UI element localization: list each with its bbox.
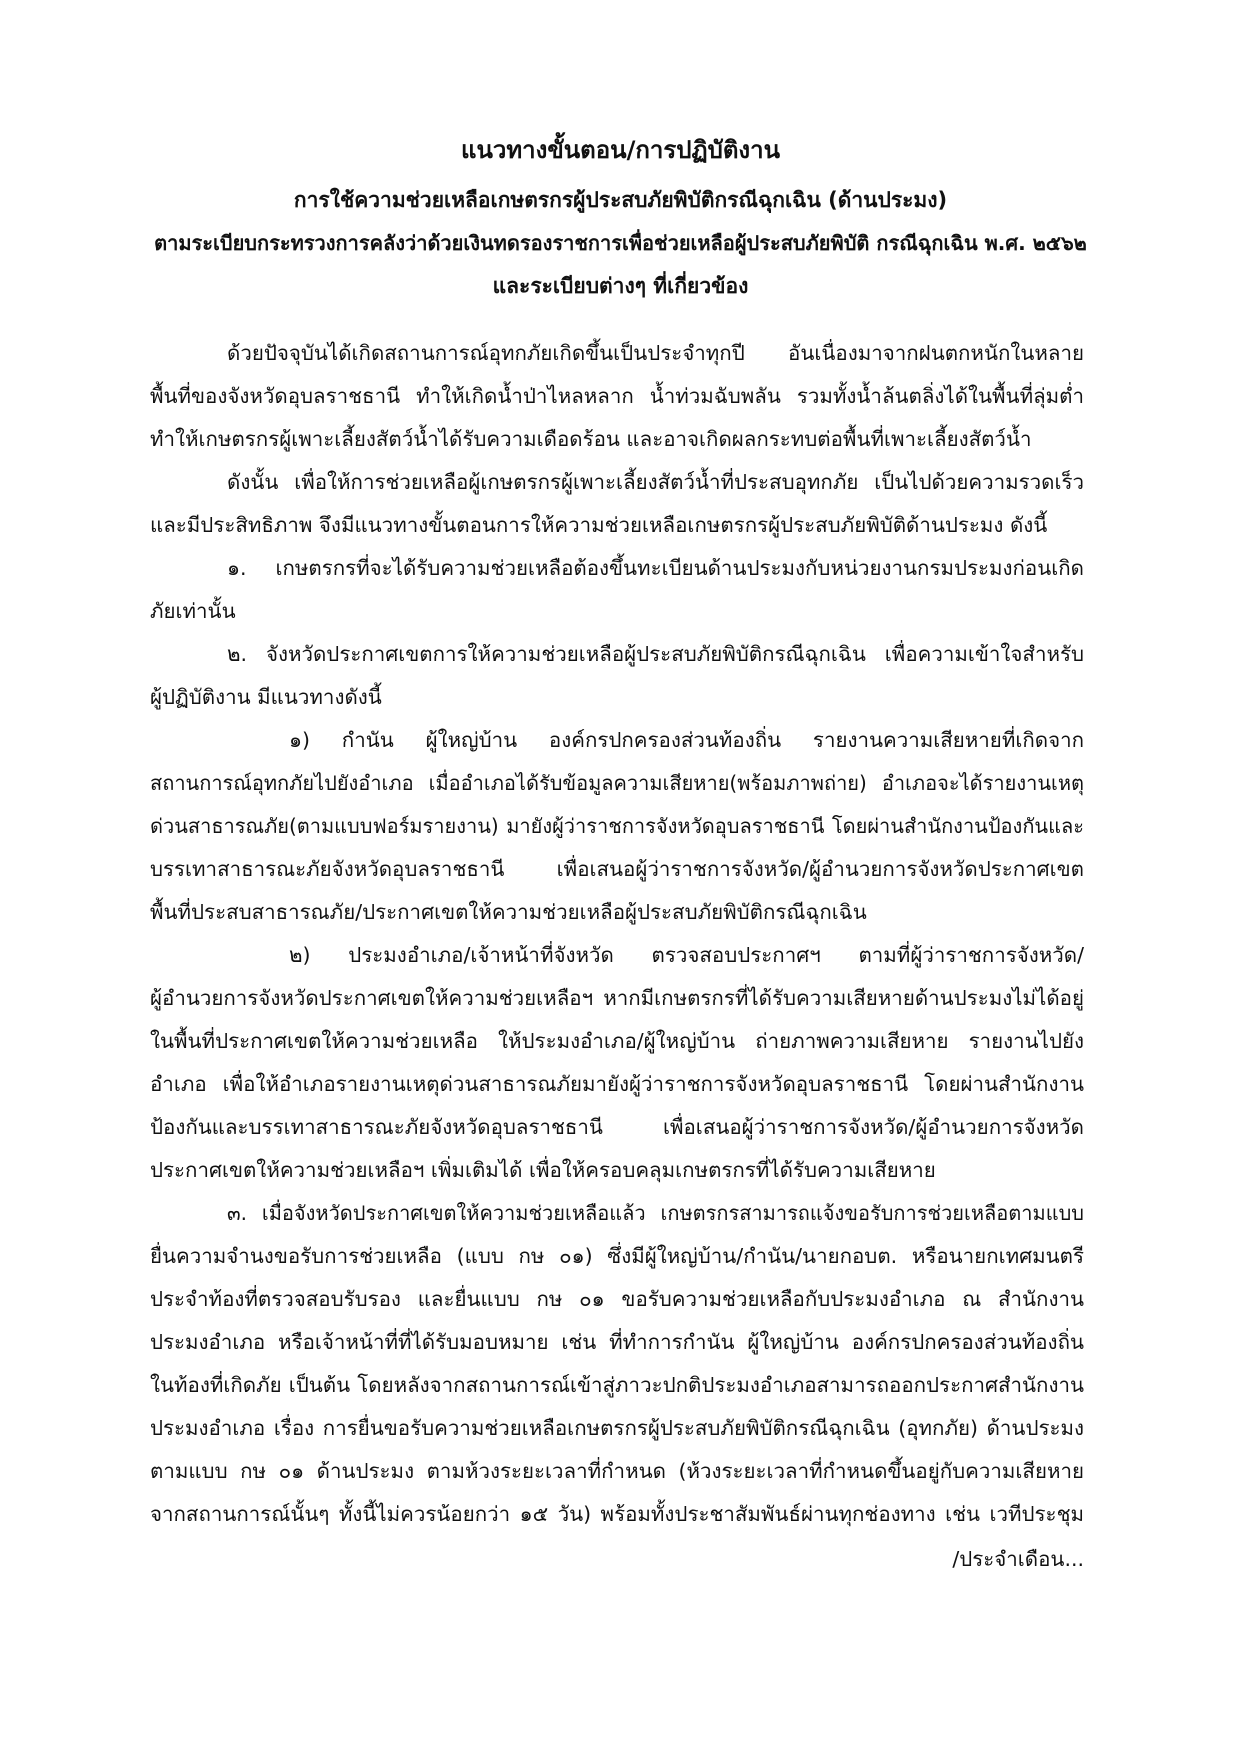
body-line: สถานการณ์อุทกภัยไปยังอำเภอ เมื่ออำเภอได้รับข้อมูลความเสียหาย(พร้อมภาพถ่าย) อำเภอจะได้รายงานเหตุ <box>150 771 1084 795</box>
body-line: ประจำท้องที่ตรวจสอบรับรอง และยื่นแบบ กษ ๐๑ ขอรับความช่วยเหลือกับประมงอำเภอ ณ สำนักงาน <box>150 1287 1084 1311</box>
body-line: ภัยเท่านั้น <box>150 599 236 623</box>
body-line: ด่วนสาธารณภัย(ตามแบบฟอร์มรายงาน) มายังผู้ว่าราชการจังหวัดอุบลราชธานี โดยผ่านสำนักงานป้องกันและ <box>150 814 1084 838</box>
body-line: พื้นที่ประสบสาธารณภัย/ประกาศเขตให้ความช่วยเหลือผู้ประสบภัยพิบัติกรณีฉุกเฉิน <box>150 900 867 924</box>
body-line: พื้นที่ของจังหวัดอุบลราชธานี ทำให้เกิดน้ำป่าไหลหลาก น้ำท่วมฉับพลัน รวมทั้งน้ำล้นตลิ่งได้ในพื้นที่ลุ่มต่ำ <box>150 384 1084 408</box>
body-line: ด้วยปัจจุบันได้เกิดสถานการณ์อุทกภัยเกิดขึ้นเป็นประจำทุกปี อันเนื่องมาจากฝนตกหนักในหลาย <box>227 341 1084 365</box>
page-continuation: /ประจำเดือน... <box>952 1547 1084 1571</box>
body-line: ๓. เมื่อจังหวัดประกาศเขตให้ความช่วยเหลือแล้ว เกษตรกรสามารถแจ้งขอรับการช่วยเหลือตามแบบ <box>227 1201 1084 1225</box>
body-line: ๒. จังหวัดประกาศเขตการให้ความช่วยเหลือผู้ประสบภัยพิบัติกรณีฉุกเฉิน เพื่อความเข้าใจสำหรับ <box>227 642 1084 666</box>
body-line: ทำให้เกษตรกรผู้เพาะเลี้ยงสัตว์น้ำได้รับความเดือดร้อน และอาจเกิดผลกระทบต่อพื้นที่เพาะเลี้ยงสัตว์น้ำ <box>150 427 1032 451</box>
body-line: ในพื้นที่ประกาศเขตให้ความช่วยเหลือ ให้ประมงอำเภอ/ผู้ใหญ่บ้าน ถ่ายภาพความเสียหาย รายงานไปยัง <box>150 1029 1084 1053</box>
body-line: ประกาศเขตให้ความช่วยเหลือฯ เพิ่มเติมได้ เพื่อให้ครอบคลุมเกษตรกรที่ได้รับความเสียหาย <box>150 1158 936 1182</box>
body-line: ในท้องที่เกิดภัย เป็นต้น โดยหลังจากสถานการณ์เข้าสู่ภาวะปกติประมงอำเภอสามารถออกประกาศสำนักงาน <box>150 1373 1084 1397</box>
body-line: อำเภอ เพื่อให้อำเภอรายงานเหตุด่วนสาธารณภัยมายังผู้ว่าราชการจังหวัดอุบลราชธานี โดยผ่านสำนักงาน <box>150 1072 1084 1096</box>
body-line: ประมงอำเภอ หรือเจ้าหน้าที่ที่ได้รับมอบหมาย เช่น ที่ทำการกำนัน ผู้ใหญ่บ้าน องค์กรปกครองส่วนท้องถิ่น <box>150 1330 1084 1354</box>
body-line: และมีประสิทธิภาพ จึงมีแนวทางขั้นตอนการให้ความช่วยเหลือเกษตรกรผู้ประสบภัยพิบัติด้านประมง ดังนี้ <box>150 513 1048 537</box>
body-line: บรรเทาสาธารณะภัยจังหวัดอุบลราชธานี เพื่อเสนอผู้ว่าราชการจังหวัด/ผู้อำนวยการจังหวัดประกาศเขต <box>150 857 1084 881</box>
body-line: ๒) ประมงอำเภอ/เจ้าหน้าที่จังหวัด ตรวจสอบประกาศฯ ตามที่ผู้ว่าราชการจังหวัด/ <box>289 943 1084 967</box>
body-line: ดังนั้น เพื่อให้การช่วยเหลือผู้เกษตรกรผู้เพาะเลี้ยงสัตว์น้ำที่ประสบอุทกภัย เป็นไปด้วยความรวดเร็ว <box>227 470 1084 494</box>
body-line: จากสถานการณ์นั้นๆ ทั้งนี้ไม่ควรน้อยกว่า ๑๕ วัน) พร้อมทั้งประชาสัมพันธ์ผ่านทุกช่องทาง เช่น เวทีประชุม <box>150 1502 1084 1526</box>
body-line: ๑. เกษตรกรที่จะได้รับความช่วยเหลือต้องขึ้นทะเบียนด้านประมงกับหน่วยงานกรมประมงก่อนเกิด <box>227 556 1084 580</box>
document-title: แนวทางขั้นตอน/การปฏิบัติงาน <box>460 136 781 164</box>
body-line: ยื่นความจำนงขอรับการช่วยเหลือ (แบบ กษ ๐๑) ซึ่งมีผู้ใหญ่บ้าน/กำนัน/นายกอบต. หรือนายกเทศมนตรี <box>150 1244 1084 1268</box>
body-line: ๑) กำนัน ผู้ใหญ่บ้าน องค์กรปกครองส่วนท้องถิ่น รายงานความเสียหายที่เกิดจาก <box>289 728 1084 752</box>
body-line: ป้องกันและบรรเทาสาธารณะภัยจังหวัดอุบลราชธานี เพื่อเสนอผู้ว่าราชการจังหวัด/ผู้อำนวยการจังหวัด <box>150 1115 1084 1139</box>
document-subtitle-3: และระเบียบต่างๆ ที่เกี่ยวข้อง <box>492 274 749 298</box>
body-line: ผู้ปฏิบัติงาน มีแนวทางดังนี้ <box>150 685 382 709</box>
body-line: ประมงอำเภอ เรื่อง การยื่นขอรับความช่วยเหลือเกษตรกรผู้ประสบภัยพิบัติกรณีฉุกเฉิน (อุทกภัย) ด้านประมง <box>150 1416 1084 1440</box>
body-line: ผู้อำนวยการจังหวัดประกาศเขตให้ความช่วยเหลือฯ หากมีเกษตรกรที่ได้รับความเสียหายด้านประมงไม่ได้อยู่ <box>150 986 1084 1010</box>
document-subtitle-2: ตามระเบียบกระทรวงการคลังว่าด้วยเงินทดรองราชการเพื่อช่วยเหลือผู้ประสบภัยพิบัติ กรณีฉุกเฉิน พ.ศ. ๒๕๖๒ <box>154 231 1087 255</box>
document-subtitle-1: การใช้ความช่วยเหลือเกษตรกรผู้ประสบภัยพิบัติกรณีฉุกเฉิน (ด้านประมง) <box>293 188 948 212</box>
body-line: ตามแบบ กษ ๐๑ ด้านประมง ตามห้วงระยะเวลาที่กำหนด (ห้วงระยะเวลาที่กำหนดขึ้นอยู่กับความเสียหาย <box>150 1459 1084 1483</box>
